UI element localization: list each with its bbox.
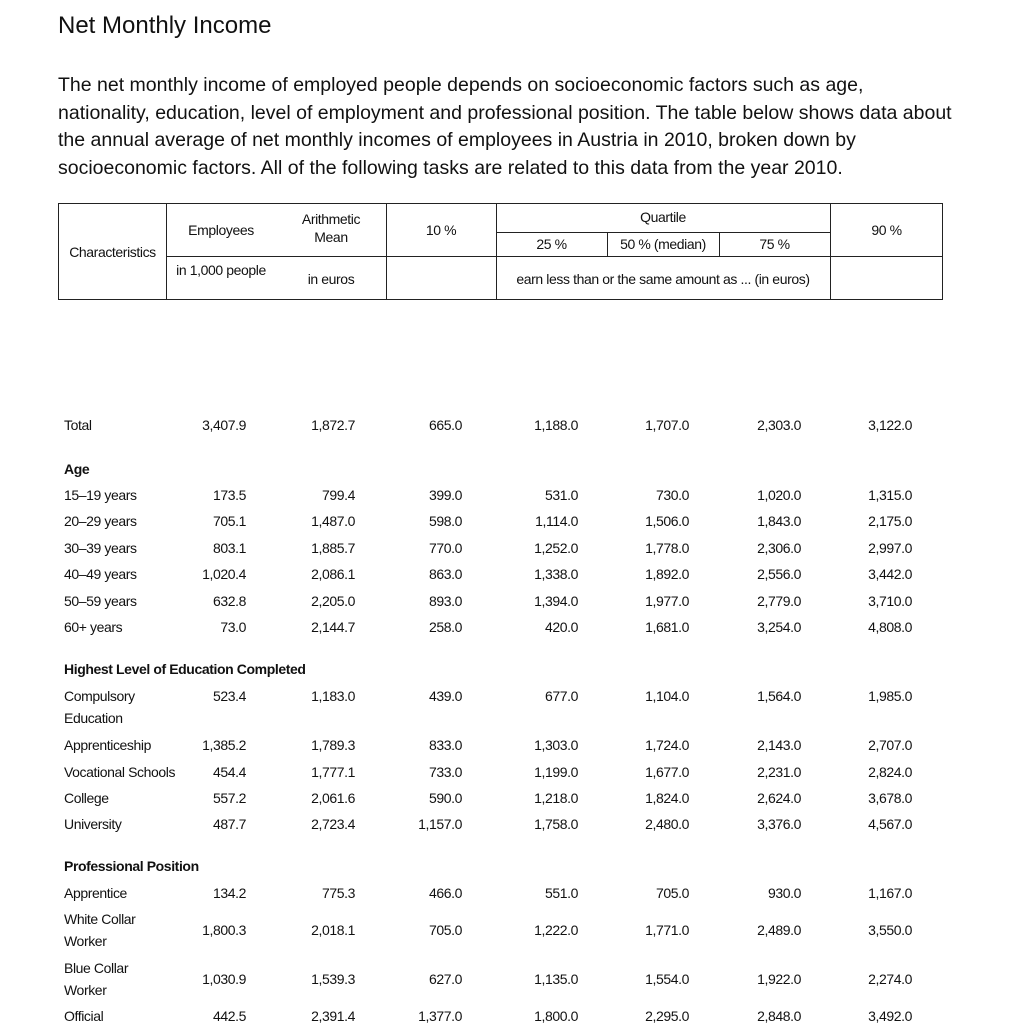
- cell-employees: 454.4: [212, 764, 246, 780]
- cell-median: 2,295.0: [645, 1008, 689, 1024]
- cell-median: 1,892.0: [645, 566, 689, 582]
- row-label: Apprenticeship: [64, 737, 152, 753]
- cell-median: 1,104.0: [645, 688, 689, 704]
- header-quartile: Quartile: [640, 209, 686, 225]
- cell-p10: 439.0: [428, 688, 462, 704]
- cell-employees: 803.1: [212, 540, 246, 556]
- row-label: 20–29 years: [64, 513, 137, 529]
- table-header: [58, 203, 943, 300]
- row-label: Compulsory Education: [64, 688, 135, 726]
- header-10-percent: 10 %: [425, 222, 457, 238]
- cell-mean: 2,061.6: [311, 790, 355, 806]
- cell-mean: 1,487.0: [311, 513, 355, 529]
- cell-p10: 863.0: [428, 566, 462, 582]
- cell-p90: 2,274.0: [868, 971, 912, 987]
- cell-mean: 775.3: [321, 885, 355, 901]
- cell-employees: 173.5: [212, 487, 246, 503]
- cell-q25: 1,135.0: [534, 971, 578, 987]
- cell-mean: 1,872.7: [311, 417, 355, 433]
- cell-mean: 1,885.7: [311, 540, 355, 556]
- header-arithmetic-mean: Arithmetic Mean: [301, 211, 361, 245]
- cell-p90: 2,707.0: [868, 737, 912, 753]
- cell-employees: 3,407.9: [202, 417, 246, 433]
- header-employees-unit: in 1,000 people: [176, 262, 266, 278]
- cell-q75: 2,303.0: [757, 417, 801, 433]
- cell-employees: 1,030.9: [202, 971, 246, 987]
- cell-employees: 73.0: [220, 619, 246, 635]
- cell-q25: 1,218.0: [534, 790, 578, 806]
- cell-median: 2,480.0: [645, 816, 689, 832]
- cell-p90: 4,567.0: [868, 816, 912, 832]
- cell-p10: 590.0: [428, 790, 462, 806]
- row-label: Total: [64, 417, 92, 433]
- cell-q75: 3,376.0: [757, 816, 801, 832]
- cell-p10: 1,377.0: [418, 1008, 462, 1024]
- cell-q25: 1,303.0: [534, 737, 578, 753]
- cell-median: 705.0: [655, 885, 689, 901]
- header-characteristics: Characteristics: [69, 244, 156, 260]
- cell-p10: 258.0: [428, 619, 462, 635]
- cell-q75: 3,254.0: [757, 619, 801, 635]
- cell-q75: 2,556.0: [757, 566, 801, 582]
- cell-p90: 3,678.0: [868, 790, 912, 806]
- cell-p10: 705.0: [428, 922, 462, 938]
- header-median: 50 % (median): [620, 236, 706, 252]
- row-label: Apprentice: [64, 885, 127, 901]
- cell-q25: 1,338.0: [534, 566, 578, 582]
- cell-q25: 677.0: [544, 688, 578, 704]
- cell-mean: 2,723.4: [311, 816, 355, 832]
- cell-mean: 1,539.3: [311, 971, 355, 987]
- cell-mean: 1,183.0: [311, 688, 355, 704]
- cell-p10: 665.0: [428, 417, 462, 433]
- cell-p90: 1,985.0: [868, 688, 912, 704]
- cell-q75: 2,306.0: [757, 540, 801, 556]
- cell-median: 1,977.0: [645, 593, 689, 609]
- cell-median: 1,707.0: [645, 417, 689, 433]
- cell-employees: 523.4: [212, 688, 246, 704]
- cell-p10: 598.0: [428, 513, 462, 529]
- cell-employees: 1,385.2: [202, 737, 246, 753]
- cell-employees: 1,800.3: [202, 922, 246, 938]
- cell-p90: 1,315.0: [868, 487, 912, 503]
- row-label: 30–39 years: [64, 540, 137, 556]
- cell-q75: 1,564.0: [757, 688, 801, 704]
- cell-median: 1,771.0: [645, 922, 689, 938]
- cell-median: 1,677.0: [645, 764, 689, 780]
- cell-q75: 2,779.0: [757, 593, 801, 609]
- cell-median: 1,778.0: [645, 540, 689, 556]
- cell-p10: 627.0: [428, 971, 462, 987]
- cell-q25: 1,394.0: [534, 593, 578, 609]
- header-employees: Employees: [188, 222, 254, 238]
- cell-mean: 799.4: [321, 487, 355, 503]
- cell-p90: 1,167.0: [868, 885, 912, 901]
- row-label: Official: [64, 1008, 104, 1024]
- cell-p90: 2,175.0: [868, 513, 912, 529]
- cell-p90: 2,824.0: [868, 764, 912, 780]
- row-label: 15–19 years: [64, 487, 137, 503]
- cell-employees: 632.8: [212, 593, 246, 609]
- row-label: College: [64, 790, 109, 806]
- cell-mean: 2,086.1: [311, 566, 355, 582]
- cell-p90: 3,122.0: [868, 417, 912, 433]
- cell-p10: 833.0: [428, 737, 462, 753]
- cell-q25: 1,199.0: [534, 764, 578, 780]
- row-label: White Collar Worker: [64, 911, 136, 949]
- header-percentile-unit: earn less than or the same amount as ... (in euros): [516, 271, 810, 287]
- cell-employees: 705.1: [212, 513, 246, 529]
- header-25-percent: 25 %: [536, 236, 567, 252]
- row-label: Vocational Schools: [64, 764, 176, 780]
- cell-q75: 930.0: [767, 885, 801, 901]
- intro-paragraph: The net monthly income of employed people depends on socioeconomic factors such as age, nationality, education, level of employment and professional position. The table below shows data about the annual average of net monthly incomes of employees in Austria in 2010, broken down by socioeconomic factors. All of the following tasks are related to this data from the year 2010.: [58, 74, 952, 179]
- cell-median: 1,824.0: [645, 790, 689, 806]
- cell-q25: 1,252.0: [534, 540, 578, 556]
- cell-p10: 770.0: [428, 540, 462, 556]
- header-90-percent: 90 %: [871, 222, 902, 238]
- row-label: 40–49 years: [64, 566, 137, 582]
- cell-employees: 1,020.4: [202, 566, 246, 582]
- cell-p90: 4,808.0: [868, 619, 912, 635]
- cell-mean: 1,777.1: [311, 764, 355, 780]
- cell-mean: 2,018.1: [311, 922, 355, 938]
- header-mean-unit: in euros: [307, 271, 355, 287]
- income-table: [58, 203, 943, 1024]
- cell-q25: 551.0: [544, 885, 578, 901]
- cell-employees: 442.5: [212, 1008, 246, 1024]
- cell-p10: 1,157.0: [418, 816, 462, 832]
- page-title: Net Monthly Income: [58, 12, 272, 39]
- cell-q25: 531.0: [544, 487, 578, 503]
- cell-median: 1,554.0: [645, 971, 689, 987]
- cell-mean: 2,144.7: [311, 619, 355, 635]
- cell-p90: 2,997.0: [868, 540, 912, 556]
- cell-q75: 1,843.0: [757, 513, 801, 529]
- cell-q75: 1,020.0: [757, 487, 801, 503]
- cell-q75: 2,143.0: [757, 737, 801, 753]
- cell-q25: 420.0: [544, 619, 578, 635]
- cell-median: 1,681.0: [645, 619, 689, 635]
- cell-p90: 3,442.0: [868, 566, 912, 582]
- row-label: Blue Collar Worker: [64, 960, 129, 998]
- cell-employees: 557.2: [212, 790, 246, 806]
- cell-p90: 3,550.0: [868, 922, 912, 938]
- cell-p90: 3,492.0: [868, 1008, 912, 1024]
- row-label: 60+ years: [64, 619, 123, 635]
- section-education: Highest Level of Education Completed: [64, 661, 306, 677]
- cell-q75: 2,624.0: [757, 790, 801, 806]
- cell-p10: 399.0: [428, 487, 462, 503]
- header-75-percent: 75 %: [759, 236, 790, 252]
- cell-p10: 733.0: [428, 764, 462, 780]
- cell-median: 1,506.0: [645, 513, 689, 529]
- row-label: 50–59 years: [64, 593, 137, 609]
- cell-median: 1,724.0: [645, 737, 689, 753]
- cell-p10: 466.0: [428, 885, 462, 901]
- cell-p90: 3,710.0: [868, 593, 912, 609]
- section-age: Age: [64, 461, 90, 477]
- cell-q75: 2,231.0: [757, 764, 801, 780]
- row-label: University: [64, 816, 122, 832]
- cell-q25: 1,222.0: [534, 922, 578, 938]
- cell-q75: 2,848.0: [757, 1008, 801, 1024]
- section-professional-position: Professional Position: [64, 858, 199, 874]
- cell-mean: 2,391.4: [311, 1008, 355, 1024]
- cell-q25: 1,114.0: [535, 513, 578, 529]
- cell-q75: 2,489.0: [757, 922, 801, 938]
- cell-q25: 1,800.0: [534, 1008, 578, 1024]
- cell-q75: 1,922.0: [757, 971, 801, 987]
- cell-employees: 487.7: [212, 816, 246, 832]
- cell-p10: 893.0: [428, 593, 462, 609]
- cell-employees: 134.2: [212, 885, 246, 901]
- cell-mean: 1,789.3: [311, 737, 355, 753]
- cell-mean: 2,205.0: [311, 593, 355, 609]
- cell-q25: 1,758.0: [534, 816, 578, 832]
- cell-median: 730.0: [655, 487, 689, 503]
- cell-q25: 1,188.0: [534, 417, 578, 433]
